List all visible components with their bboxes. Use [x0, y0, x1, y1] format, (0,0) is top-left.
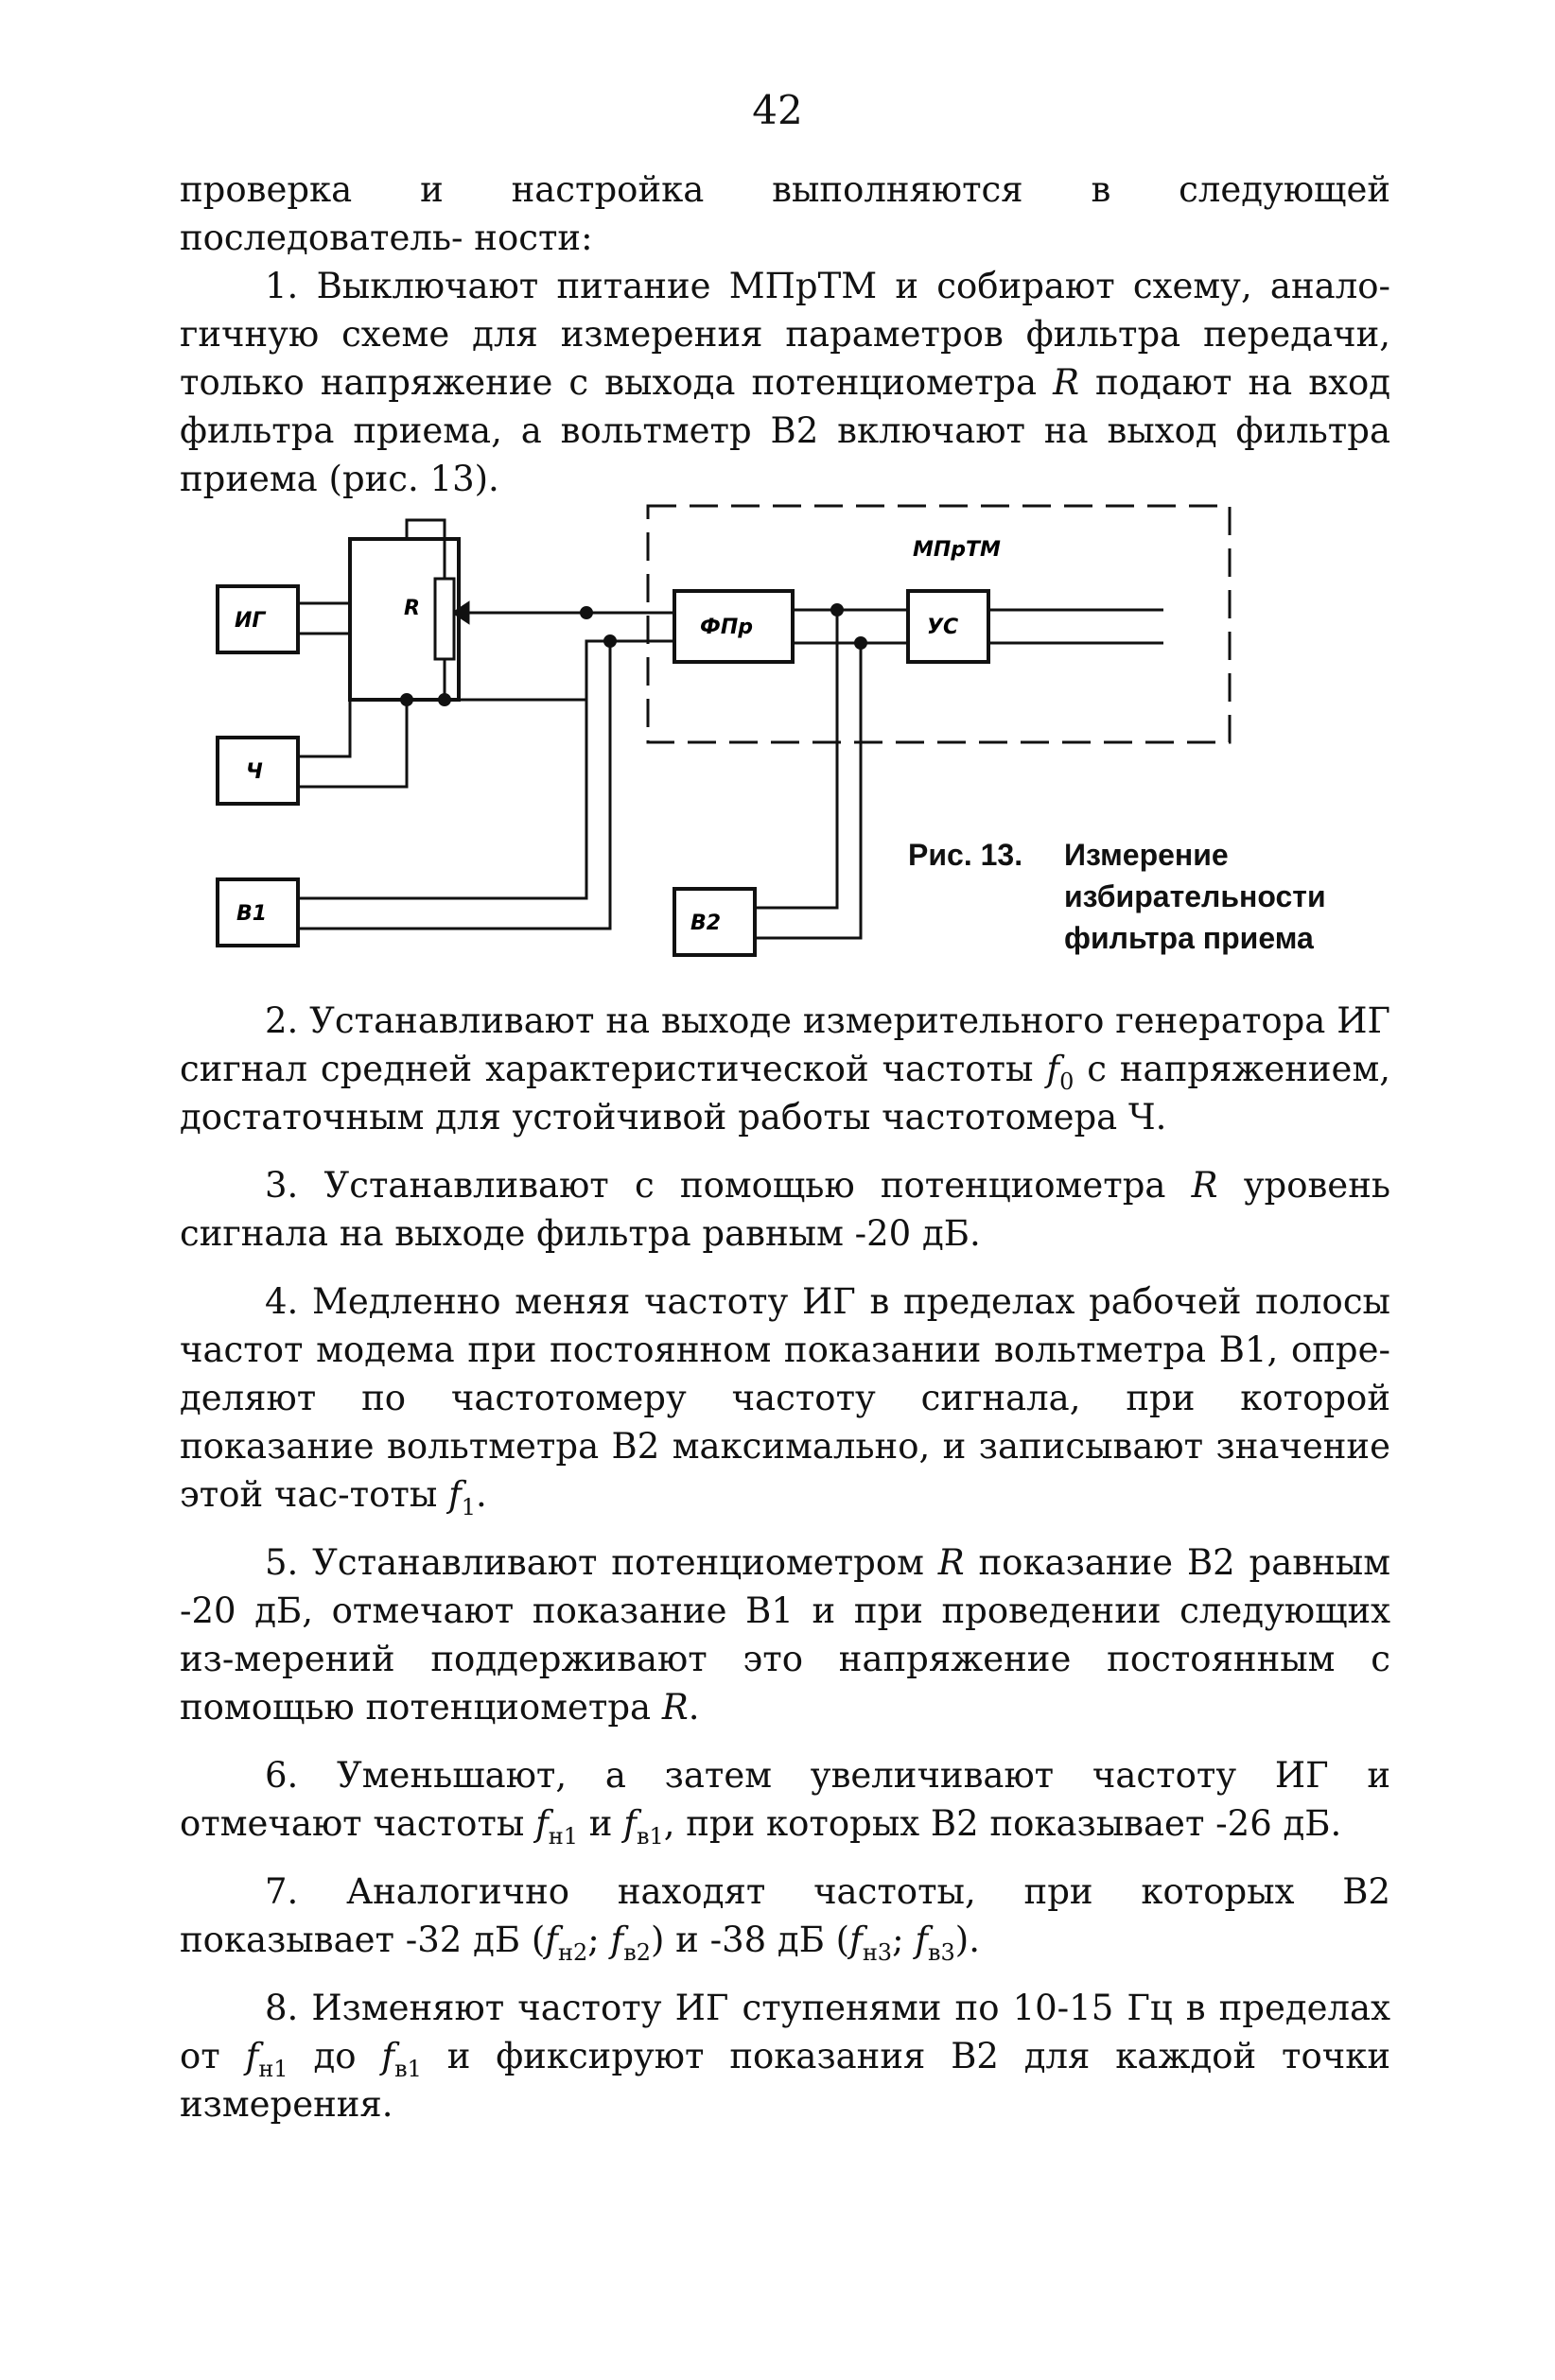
step-8-text-b: и фиксируют показания В2 для каждой точки измерения. — [180, 2036, 1391, 2125]
step-6-f2: f — [623, 1803, 637, 1844]
step-3-text-b: уровень сигнала на выходе фильтра равным -20 дБ. — [180, 1165, 1391, 1254]
caption-number: Рис. 13. — [908, 838, 1023, 872]
step-3-text-a: 3. Устанавливают с помощью потенциометра — [265, 1165, 1166, 1206]
step-6-sub2: в1 — [636, 1823, 664, 1850]
intro-line-2: ности: — [474, 217, 593, 258]
page-number: 42 — [752, 87, 803, 133]
step-2-text-a: 2. Устанавливают на выходе измерительного генератора ИГ сигнал средней характеристической частоты — [180, 1000, 1390, 1089]
step-6-sub1: н1 — [548, 1823, 579, 1850]
step-1 — [180, 262, 1390, 503]
step-7-sub3: н3 — [862, 1939, 893, 1966]
step-2 — [180, 997, 1390, 1141]
step-5-text-c: . — [688, 1687, 700, 1728]
resistor-element — [435, 579, 454, 659]
step-7 — [180, 1868, 1390, 1964]
step-5-text-a: 5. Устанавливают потенциометром — [265, 1542, 924, 1583]
step-7-text-a: 7. Аналогично находят частоты, при которых В2 показывает -32 дБ ( — [180, 1871, 1390, 1960]
ch-label: Ч — [246, 760, 263, 784]
step-7-f4: f — [915, 1920, 929, 1960]
us-label: УС — [927, 616, 959, 639]
step-5 — [180, 1538, 1390, 1731]
step-7-sub2: в2 — [623, 1939, 651, 1966]
step-3 — [180, 1161, 1390, 1258]
b2-label: В2 — [690, 912, 722, 935]
caption-text: Измерение избирательности фильтра приема — [1064, 838, 1326, 955]
step-6-f1: f — [535, 1803, 549, 1844]
intro-text — [180, 165, 1390, 503]
step-7-f3: f — [849, 1920, 863, 1960]
step-2-f: f — [1046, 1049, 1060, 1089]
step-7-f1: f — [545, 1920, 558, 1960]
ig-label: ИГ — [235, 609, 266, 633]
step-8-sub1: н1 — [258, 2056, 288, 2082]
step-7-sub1: н2 — [557, 1939, 588, 1966]
step-6-text-a: 6. Уменьшают, а затем увеличивают частоту ИГ и отмечают частоты — [180, 1755, 1390, 1844]
step-8-mid: до — [313, 2036, 357, 2076]
intro-line-1: проверка и настройка выполняются в следующей последователь- — [180, 169, 1390, 258]
step-8 — [180, 1984, 1390, 2128]
figure-13 — [180, 492, 1390, 983]
step-3-r: R — [1191, 1165, 1218, 1206]
step-6-mid: и — [588, 1803, 613, 1844]
step-6-text-b: , при которых В2 показывает -26 дБ. — [663, 1803, 1342, 1844]
step-7-sep2: ; — [892, 1920, 916, 1960]
r-label: R — [404, 597, 420, 620]
fpr-label: ФПр — [700, 616, 753, 639]
step-2-sub: 0 — [1059, 1068, 1075, 1095]
b1-label: В1 — [236, 902, 268, 926]
step-7-sep1: ; — [587, 1920, 611, 1960]
step-7-mid: ) и -38 дБ ( — [650, 1920, 850, 1960]
step-5-r2: R — [661, 1687, 689, 1728]
step-4-text-a: 4. Медленно меняя частоту ИГ в пределах рабочей полосы частот модема при постоянном показании вольтметра В1, опре-деляют по частотомеру частоту сигнала, при которой показание вольтметра В2 максимально, и записывают значение этой час-тоты — [180, 1281, 1390, 1515]
steps-text — [180, 997, 1390, 2128]
step-1-r: R — [1053, 362, 1079, 403]
step-7-sub4: в3 — [928, 1939, 955, 1966]
step-8-sub2: в1 — [394, 2056, 422, 2082]
step-4 — [180, 1277, 1390, 1519]
step-4-sub: 1 — [461, 1494, 477, 1520]
step-8-text-a: 8. Изменяют частоту ИГ ступенями по 10-15 Гц в пределах от — [180, 1988, 1390, 2076]
step-8-f1: f — [245, 2036, 259, 2076]
step-7-f2: f — [610, 1920, 624, 1960]
step-4-f: f — [448, 1474, 462, 1515]
step-6 — [180, 1751, 1390, 1848]
step-2-text-b: с напряжением, достаточным для устойчивой работы частотомера Ч. — [180, 1049, 1390, 1138]
step-8-f2: f — [381, 2036, 395, 2076]
step-1-text-a: Выключают питание МПрТМ и собирают схему, анало-гичную схеме для измерения параметров фильтра передачи, только напряжение с выхода потенциометра — [180, 266, 1390, 403]
step-4-text-b: . — [476, 1474, 487, 1515]
step-1-number: 1. — [265, 266, 299, 306]
step-7-end: ). — [954, 1920, 980, 1960]
intro-paragraph — [180, 165, 1390, 262]
mprtm-label: МПрТМ — [913, 538, 1001, 562]
step-5-text-b: показание В2 равным -20 дБ, отмечают показание В1 и при проведении следующих из-мерений поддерживают это напряжение постоянным с помощью потенциометра — [180, 1542, 1391, 1728]
step-5-r: R — [937, 1542, 965, 1583]
step-1-text-b: подают на вход фильтра приема, а вольтметр В2 включают на выход фильтра приема (рис. 13). — [180, 362, 1391, 499]
